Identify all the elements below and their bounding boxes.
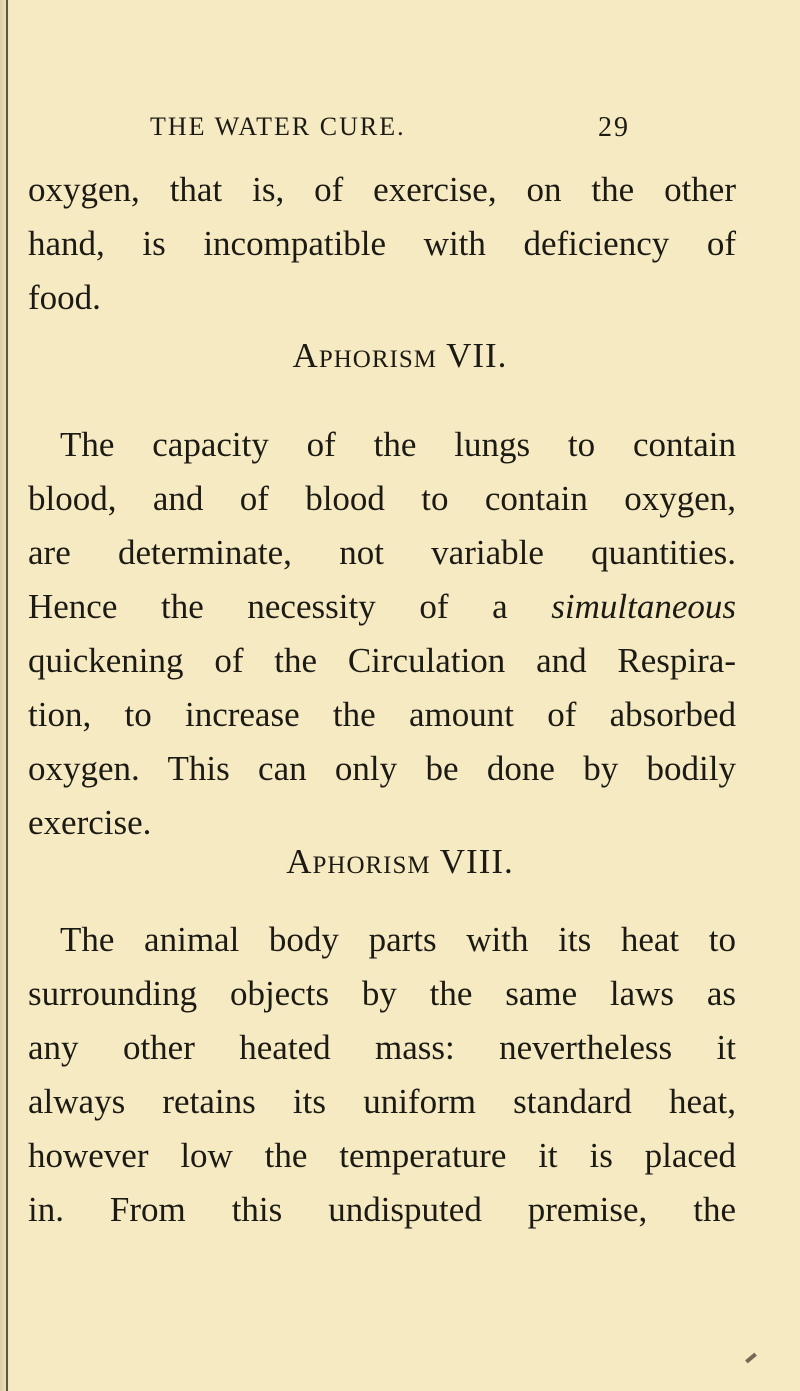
text-line: hand, is incompatible with deficiency of bbox=[28, 224, 736, 263]
text-line: quickening of the Circulation and Respira- bbox=[28, 641, 736, 680]
page-number: 29 bbox=[598, 112, 630, 143]
text-line: exercise. bbox=[28, 803, 152, 842]
text-line: blood, and of blood to contain oxygen, bbox=[28, 479, 736, 518]
running-head bbox=[150, 112, 630, 142]
aphorism-vii-body bbox=[28, 418, 736, 850]
text-line-with-emphasis bbox=[28, 580, 736, 634]
top-paragraph bbox=[28, 163, 736, 325]
page-gutter-shadow bbox=[0, 0, 10, 1391]
running-head-title: THE WATER CURE. bbox=[150, 112, 406, 141]
aphorism-numeral: VII. bbox=[446, 336, 508, 375]
aphorism-numeral: VIII. bbox=[439, 842, 514, 881]
text-line: in. From this undisputed premise, the bbox=[28, 1190, 736, 1229]
text-line: oxygen. This can only be done by bodily bbox=[28, 749, 736, 788]
text-line: tion, to increase the amount of absorbed bbox=[28, 695, 736, 734]
text-run: Hence the necessity of a bbox=[28, 587, 508, 626]
text-line: oxygen, that is, of exercise, on the other bbox=[28, 170, 736, 209]
text-line: surrounding objects by the same laws as bbox=[28, 974, 736, 1013]
text-line: food. bbox=[28, 278, 101, 317]
aphorism-viii-heading bbox=[0, 842, 800, 882]
text-line: however low the temperature it is placed bbox=[28, 1136, 736, 1175]
aphorism-word: Aphorism bbox=[286, 842, 431, 881]
text-line: The animal body parts with its heat to bbox=[60, 920, 736, 959]
binding-edge-line bbox=[6, 0, 8, 1391]
emphasized-word: simultaneous bbox=[551, 587, 737, 626]
ink-mark bbox=[745, 1353, 757, 1364]
aphorism-vii-heading bbox=[0, 336, 800, 376]
text-line: The capacity of the lungs to contain bbox=[60, 425, 736, 464]
text-line: are determinate, not variable quantities. bbox=[28, 533, 736, 572]
aphorism-viii-body bbox=[28, 913, 736, 1237]
text-line: any other heated mass: nevertheless it bbox=[28, 1028, 736, 1067]
aphorism-word: Aphorism bbox=[292, 336, 437, 375]
text-line: always retains its uniform standard heat, bbox=[28, 1082, 736, 1121]
